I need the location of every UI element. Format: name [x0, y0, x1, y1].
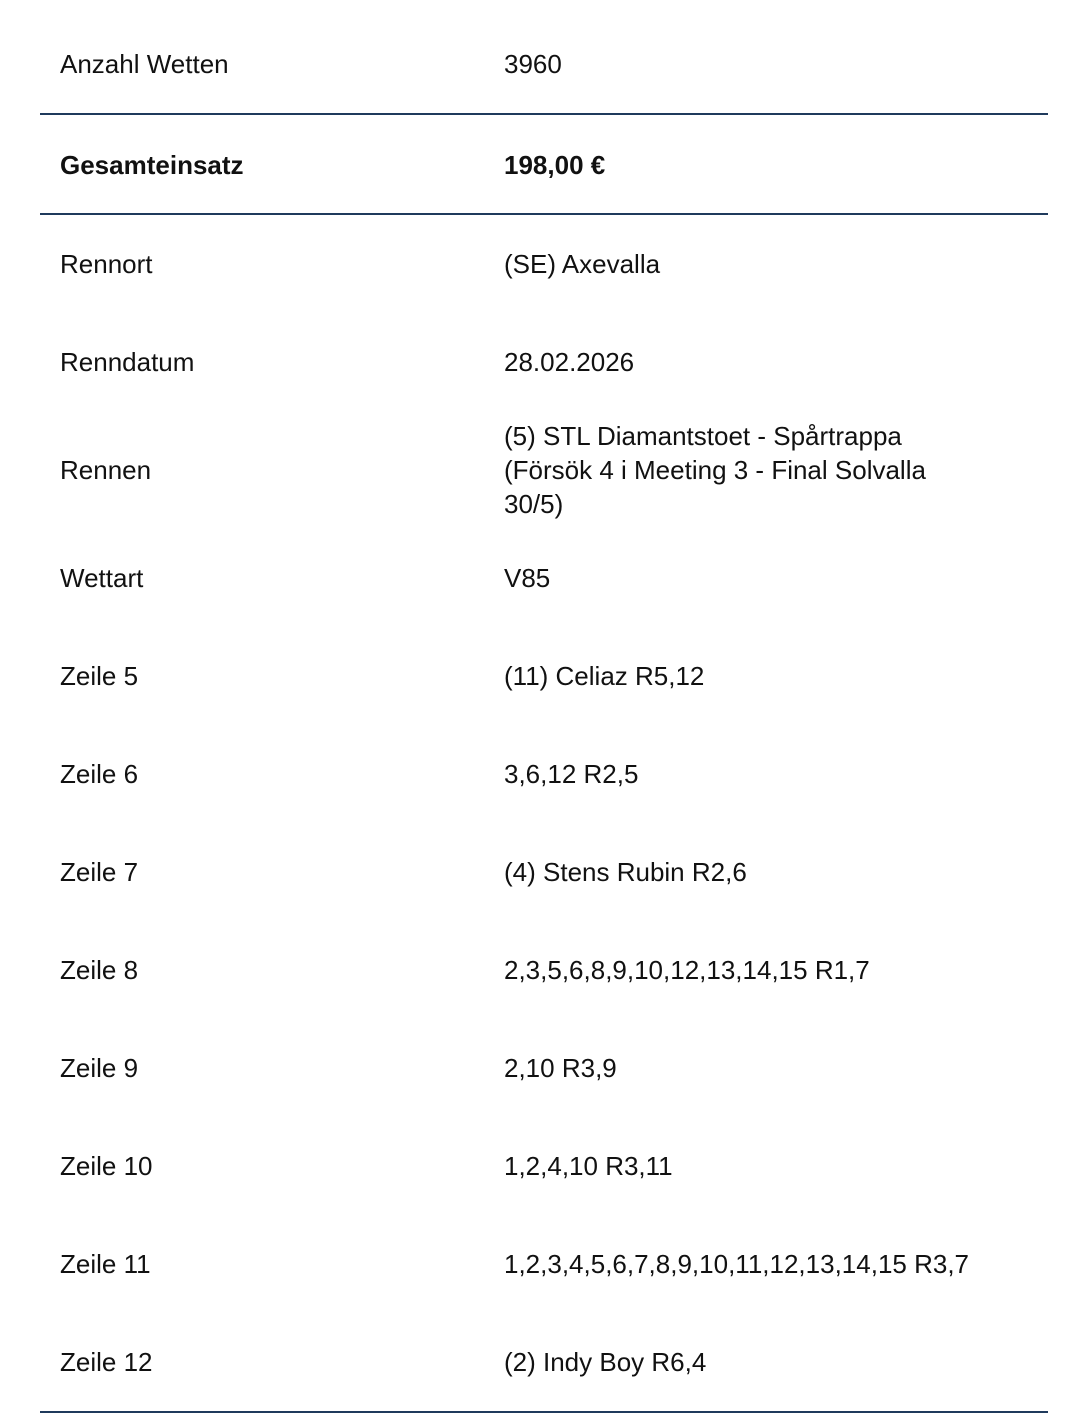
detail-value: (5) STL Diamantstoet - Spårtrappa (Försök 4 i Meeting 3 - Final Solvalla 30/5) — [504, 421, 926, 519]
detail-label: Renndatum — [60, 347, 195, 377]
detail-label: Rennort — [60, 249, 153, 279]
detail-label: Zeile 10 — [60, 1151, 153, 1181]
detail-value: 2,3,5,6,8,9,10,12,13,14,15 R1,7 — [504, 955, 870, 985]
detail-value: 3,6,12 R2,5 — [504, 759, 639, 789]
detail-label: Zeile 6 — [60, 759, 139, 789]
detail-row-leg-10 — [40, 1117, 1048, 1215]
bet-count-row — [40, 0, 1048, 115]
detail-value: V85 — [504, 563, 551, 593]
detail-value: (SE) Axevalla — [504, 249, 661, 279]
detail-value: 28.02.2026 — [504, 347, 635, 377]
detail-row-leg-11 — [40, 1215, 1048, 1313]
detail-label: Rennen — [60, 455, 152, 485]
total-stake-value: 198,00 € — [504, 150, 606, 180]
bet-count-value: 3960 — [504, 48, 562, 79]
detail-value: (11) Celiaz R5,12 — [504, 661, 705, 691]
detail-row-leg-6 — [40, 725, 1048, 823]
detail-row-leg-12 — [40, 1313, 1048, 1411]
detail-label: Zeile 12 — [60, 1347, 153, 1377]
detail-value: (2) Indy Boy R6,4 — [504, 1347, 707, 1377]
detail-row-leg-5 — [40, 627, 1048, 725]
detail-value: 1,2,4,10 R3,11 — [504, 1151, 673, 1181]
detail-value: (4) Stens Rubin R2,6 — [504, 857, 747, 887]
detail-row-leg-8 — [40, 921, 1048, 1019]
detail-row-date — [40, 313, 1048, 411]
detail-label: Zeile 7 — [60, 857, 139, 887]
bet-details-table — [40, 0, 1048, 1413]
detail-value: 2,10 R3,9 — [504, 1053, 617, 1083]
detail-label: Zeile 9 — [60, 1053, 139, 1083]
detail-row-race — [40, 411, 1048, 529]
detail-row-leg-7 — [40, 823, 1048, 921]
detail-row-leg-9 — [40, 1019, 1048, 1117]
bet-count-label: Anzahl Wetten — [60, 48, 229, 79]
detail-label: Wettart — [60, 563, 144, 593]
detail-value: 1,2,3,4,5,6,7,8,9,10,11,12,13,14,15 R3,7 — [504, 1249, 970, 1279]
total-stake-label: Gesamteinsatz — [60, 150, 244, 180]
total-stake-row — [40, 115, 1048, 215]
detail-row-venue — [40, 215, 1048, 313]
table-bottom-divider — [40, 1411, 1048, 1413]
detail-label: Zeile 5 — [60, 661, 139, 691]
detail-row-bet-type — [40, 529, 1048, 627]
detail-label: Zeile 11 — [60, 1249, 151, 1279]
detail-label: Zeile 8 — [60, 955, 139, 985]
